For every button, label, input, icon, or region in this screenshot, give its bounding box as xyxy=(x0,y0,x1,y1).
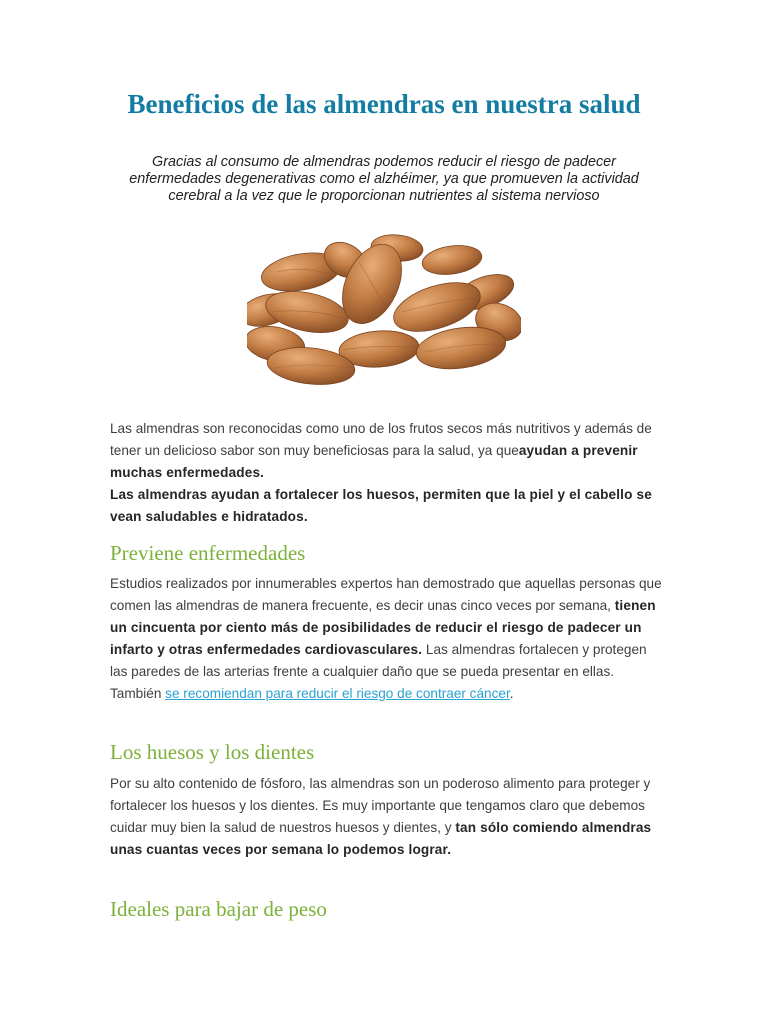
previene-text-2: Las almendras fortalecen y protegen las paredes de las arterias frente a cualquier daño que se pueda presentar en ellas. También xyxy=(110,642,647,701)
intro-paragraph-2 xyxy=(110,484,665,528)
previene-text-1: Estudios realizados por innumerables expertos han demostrado que aquellas personas que comen las almendras de manera frecuente, es decir unas cinco veces por semana, xyxy=(110,576,662,613)
huesos-bold: tan sólo comiendo almendras unas cuantas veces por semana lo podemos lograr. xyxy=(110,820,652,857)
intro-paragraph-1 xyxy=(110,418,665,484)
heading-previene-enfermedades: Previene enfermedades xyxy=(110,541,306,565)
previene-bold: tienen un cincuenta por ciento más de posibilidades de reducir el riesgo de padecer un infarto y otras enfermedades cardiovasculares. xyxy=(110,598,656,657)
previene-text-3: . xyxy=(509,686,514,701)
article-title: Beneficios de las almendras en nuestra salud xyxy=(127,89,641,119)
heading-bajar-peso: Ideales para bajar de peso xyxy=(110,897,327,921)
intro-bold: ayudan a prevenir muchas enfermedades. xyxy=(110,443,638,480)
heading-huesos-dientes: Los huesos y los dientes xyxy=(110,740,315,764)
article-subtitle: Gracias al consumo de almendras podemos reducir el riesgo de padecer enfermedades degenerativas como el alzhéimer, ya que promueven la actividad cerebral a la vez que le proporcionan nutrientes al sistema nervioso xyxy=(129,154,639,204)
intro-text: Las almendras son reconocidas como uno de los frutos secos más nutritivos y además de tener un delicioso sabor son muy beneficiosas para la salud, ya que xyxy=(110,421,652,458)
almonds-image xyxy=(247,232,521,394)
cancer-link[interactable]: se recomiendan para reducir el riesgo de contraer cáncer xyxy=(165,686,510,701)
intro-bold-2: Las almendras ayudan a fortalecer los huesos, permiten que la piel y el cabello se vean saludables e hidratados. xyxy=(110,487,652,524)
huesos-paragraph xyxy=(110,773,665,861)
previene-paragraph xyxy=(110,573,665,705)
huesos-text: Por su alto contenido de fósforo, las almendras son un poderoso alimento para proteger y fortalecer los huesos y los dientes. Es muy importante que tengamos claro que debemos cuidar muy bien la salud de nuestros huesos y dientes, y xyxy=(110,776,651,835)
